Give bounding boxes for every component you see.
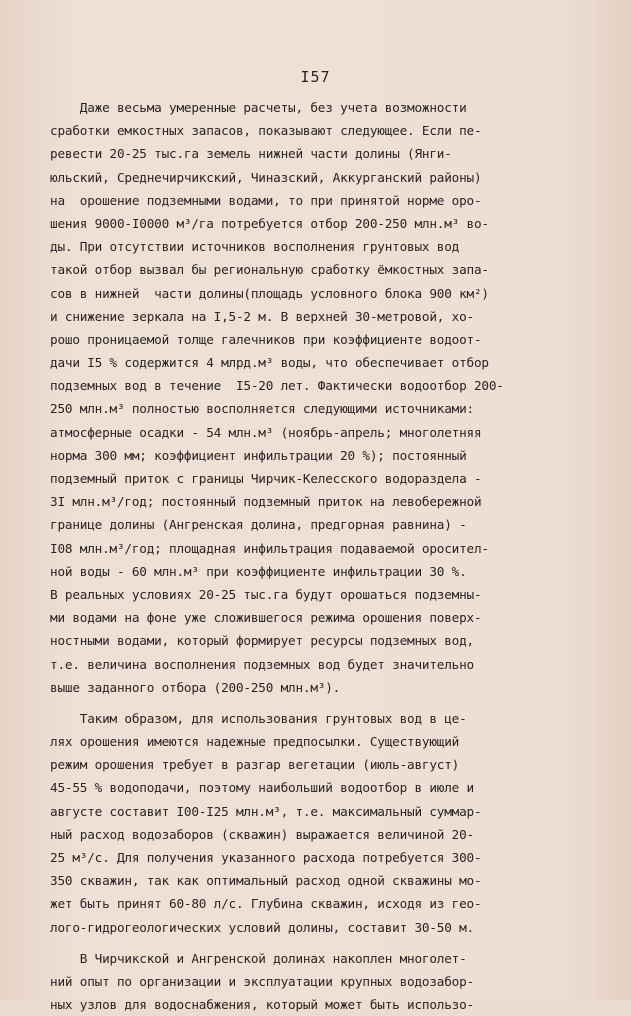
text-line: рошо проницаемой толще галечников при коэффициенте водоот- bbox=[50, 331, 482, 347]
text-line: I08 млн.м³/год; площадная инфильтрация подаваемой оросител- bbox=[50, 540, 489, 556]
text-line: ревести 20-25 тыс.га земель нижней части долины (Янги- bbox=[50, 146, 452, 162]
paragraph bbox=[50, 707, 504, 939]
text-line: ной воды - 60 млн.м³ при коэффициенте инфильтрации 30 %. bbox=[50, 563, 467, 579]
text-line: норма 300 мм; коэффициент инфильтрации 20 %); постоянный bbox=[50, 447, 467, 463]
paragraph bbox=[50, 96, 504, 699]
text-line: Таким образом, для использования грунтовых вод в це- bbox=[50, 710, 467, 726]
text-line: подземный приток с границы Чирчик-Келесского водораздела - bbox=[50, 471, 482, 486]
text-line: августе составит I00-I25 млн.м³, т.е. максимальный суммар- bbox=[50, 803, 482, 819]
text-line: лого-гидрогеологических условий долины, составит 30-50 м. bbox=[50, 919, 474, 935]
text-line: 3I млн.м³/год; постоянный подземный приток на левобережной bbox=[50, 494, 482, 510]
text-line: т.е. величина восполнения подземных вод будет значительно bbox=[50, 656, 474, 672]
text-line: дачи I5 % содержится 4 млрд.м³ воды, что обеспечивает отбор bbox=[50, 355, 489, 371]
text-line: ный расход водозаборов (скважин) выражается величиной 20- bbox=[50, 826, 474, 842]
text-line: атмосферные осадки - 54 млн.м³ (ноябрь-апрель; многолетняя bbox=[50, 424, 482, 440]
text-line: такой отбор вызвал бы региональную сработку ёмкостных запа- bbox=[50, 262, 489, 278]
text-line: лях орошения имеются надежные предпосылки. Существующий bbox=[50, 734, 460, 750]
text-line: 350 скважин, так как оптимальный расход одной скважины мо- bbox=[50, 873, 482, 889]
text-line: Даже весьма умеренные расчеты, без учета возможности bbox=[50, 100, 467, 115]
text-line: 250 млн.м³ полностью восполняется следующими источниками: bbox=[50, 401, 474, 417]
paragraph-gap bbox=[50, 699, 504, 707]
text-line: на орошение подземными водами, то при принятой норме оро- bbox=[50, 192, 482, 208]
text-line: выше заданного отбора (200-250 млн.м³). bbox=[50, 679, 341, 695]
paragraph bbox=[50, 947, 504, 1016]
text-line: сработки емкостных запасов, показывают следующее. Если пе- bbox=[50, 123, 482, 139]
text-line: и снижение зеркала на I,5-2 м. В верхней 30-метровой, хо- bbox=[50, 308, 474, 324]
text-line: подземных вод в течение I5-20 лет. Фактически водоотбор 200- bbox=[50, 378, 504, 394]
text-line: ды. При отсутствии источников восполнения грунтовых вод bbox=[50, 239, 460, 255]
text-line: шения 9000-I0000 м³/га потребуется отбор 200-250 млн.м³ во- bbox=[50, 215, 489, 231]
text-line: ных узлов для водоснабжения, который может быть использо- bbox=[50, 997, 474, 1013]
text-line: ностными водами, который формирует ресурсы подземных вод, bbox=[50, 633, 474, 649]
text-line: границе долины (Ангренская долина, предгорная равнина) - bbox=[50, 517, 467, 533]
text-line: 25 м³/с. Для получения указанного расхода потребуется 300- bbox=[50, 850, 482, 865]
text-line: режим орошения требует в разгар вегетации (июль-август) bbox=[50, 757, 460, 773]
page-number: I57 bbox=[300, 68, 331, 86]
text-line: сов в нижней части долины(площадь условного блока 900 км²) bbox=[50, 285, 489, 301]
paragraph-gap bbox=[50, 939, 504, 947]
text-line: В Чирчикской и Ангренской долинах накоплен многолет- bbox=[50, 950, 467, 966]
text-line: ми водами на фоне уже сложившегося режима орошения поверх- bbox=[50, 610, 482, 626]
body-text bbox=[50, 96, 504, 1016]
text-line: 45-55 % водоподачи, поэтому наибольший водоотбор в июле и bbox=[50, 780, 474, 796]
text-line: жет быть принят 60-80 л/с. Глубина скважин, исходя из гео- bbox=[50, 896, 482, 912]
text-line: ний опыт по организации и эксплуатации крупных водозабор- bbox=[50, 973, 474, 989]
text-line: юльский, Среднечирчикский, Чиназский, Аккурганский районы) bbox=[50, 169, 482, 185]
text-line: В реальных условиях 20-25 тыс.га будут орошаться подземны- bbox=[50, 586, 482, 602]
